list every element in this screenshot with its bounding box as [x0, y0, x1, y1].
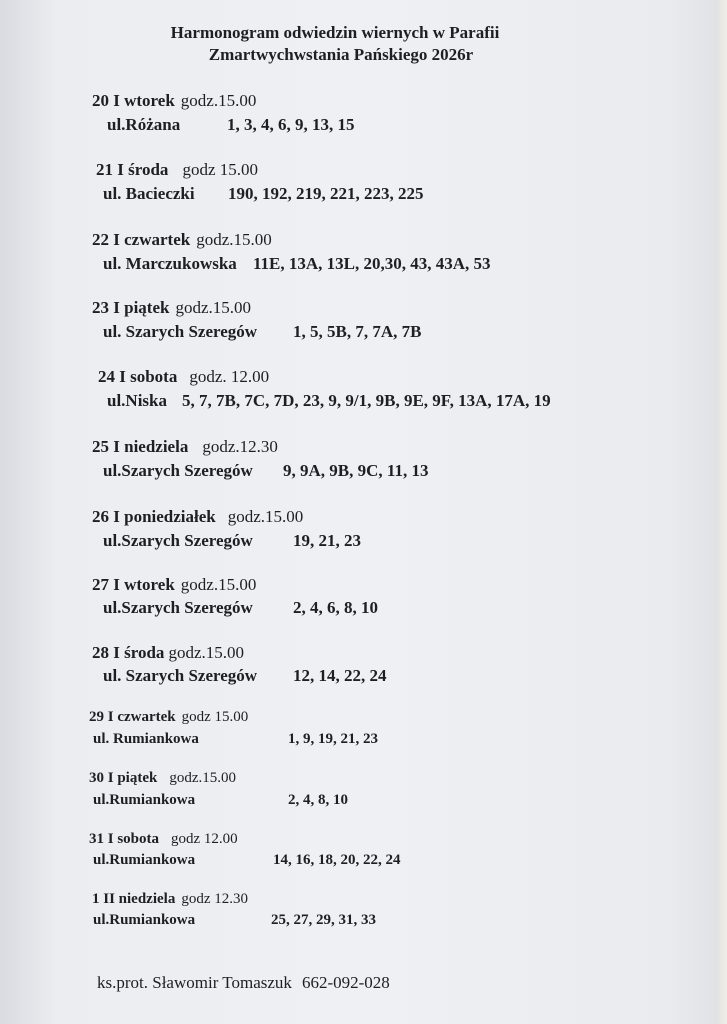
signature-footer — [97, 973, 390, 993]
entry-header — [89, 831, 238, 848]
entry-day: 30 I piątek — [89, 770, 158, 786]
entry-numbers: 2, 4, 6, 8, 10 — [293, 598, 378, 617]
entry-day: 1 II niedziela — [92, 891, 176, 907]
entry-street: ul. Bacieczki — [103, 184, 195, 203]
entry-street-line — [103, 254, 491, 274]
entry-time: godz.15.00 — [227, 507, 304, 526]
entry-header — [92, 643, 244, 663]
entry-time: godz.15.00 — [180, 91, 257, 110]
entry-street-line — [103, 531, 361, 551]
entry-street-line — [103, 666, 387, 686]
entry-numbers: 1, 5, 5B, 7, 7A, 7B — [293, 322, 422, 341]
entry-numbers: 190, 192, 219, 221, 223, 225 — [228, 184, 424, 203]
entry-street: ul. Szarych Szeregów — [103, 322, 258, 341]
priest-name: ks.prot. Sławomir Tomaszuk — [97, 973, 292, 992]
entry-numbers: 19, 21, 23 — [293, 531, 361, 550]
entry-time: godz.15.00 — [175, 298, 252, 317]
entry-street-line — [107, 115, 355, 135]
entry-day: 23 I piątek — [92, 298, 170, 317]
entry-day: 27 I wtorek — [92, 575, 175, 594]
entry-street-line — [107, 391, 551, 411]
entry-street-line — [103, 322, 422, 342]
entry-header — [89, 709, 248, 726]
entry-street-line — [93, 731, 378, 748]
document-title — [0, 22, 670, 66]
entry-day: 22 I czwartek — [92, 230, 191, 249]
entry-header — [92, 507, 303, 527]
entry-time: godz 15.00 — [181, 709, 249, 725]
title-line-1: Harmonogram odwiedzin wiernych w Parafii — [170, 23, 500, 42]
entry-numbers: 2, 4, 8, 10 — [288, 792, 348, 808]
entry-time: godz 12.30 — [181, 891, 249, 907]
entry-header — [92, 230, 272, 250]
entry-header — [92, 575, 256, 595]
entry-street-line — [103, 184, 424, 204]
entry-street-line — [93, 852, 401, 869]
entry-day: 31 I sobota — [89, 831, 160, 847]
entry-day: 21 I środa — [96, 160, 169, 179]
entry-time: godz.15.00 — [169, 770, 237, 786]
phone-number: 662-092-028 — [301, 973, 390, 992]
entry-street: ul.Niska — [107, 391, 167, 410]
entry-street: ul.Rumiankowa — [93, 792, 196, 808]
page-edge — [717, 0, 727, 1024]
entry-numbers: 5, 7, 7B, 7C, 7D, 23, 9, 9/1, 9B, 9E, 9F, 13A, 17A, 19 — [182, 391, 551, 410]
entry-street-line — [103, 461, 429, 481]
entry-header — [92, 891, 248, 908]
entry-header — [89, 770, 236, 787]
entry-time: godz.15.00 — [168, 643, 244, 662]
entry-header — [98, 367, 269, 387]
entry-header — [92, 91, 256, 111]
entry-day: 26 I poniedziałek — [92, 507, 216, 526]
entry-header — [92, 298, 251, 318]
entry-numbers: 12, 14, 22, 24 — [293, 666, 387, 685]
entry-numbers: 1, 3, 4, 6, 9, 13, 15 — [227, 115, 355, 134]
entry-time: godz 15.00 — [182, 160, 258, 179]
entry-header — [92, 437, 278, 457]
entry-day: 25 I niedziela — [92, 437, 189, 456]
entry-numbers: 11E, 13A, 13L, 20,30, 43, 43A, 53 — [253, 254, 491, 273]
entry-time: godz.15.00 — [180, 575, 257, 594]
entry-street: ul. Szarych Szeregów — [103, 666, 258, 685]
entry-time: godz.12.30 — [202, 437, 278, 456]
entry-day: 20 I wtorek — [92, 91, 175, 110]
entry-street: ul. Rumiankowa — [93, 731, 199, 747]
entry-street-line — [93, 792, 348, 809]
entry-time: godz 12.00 — [171, 831, 238, 847]
entry-numbers: 9, 9A, 9B, 9C, 11, 13 — [283, 461, 429, 480]
entry-street: ul. Marczukowska — [103, 254, 237, 273]
entry-street: ul.Szarych Szeregów — [103, 598, 253, 617]
entry-numbers: 1, 9, 19, 21, 23 — [288, 731, 378, 747]
entry-street: ul.Różana — [107, 115, 181, 134]
title-line-2: Zmartwychwstania Pańskiego 2026r — [208, 45, 474, 64]
entry-time: godz. 12.00 — [189, 367, 270, 386]
entry-street: ul.Rumiankowa — [93, 912, 196, 928]
entry-day: 24 I sobota — [98, 367, 178, 386]
entry-numbers: 14, 16, 18, 20, 22, 24 — [273, 852, 401, 868]
entry-numbers: 25, 27, 29, 31, 33 — [271, 912, 376, 928]
entry-street-line — [103, 598, 378, 618]
entry-header — [96, 160, 258, 180]
entry-street: ul.Rumiankowa — [93, 852, 196, 868]
entry-day: 28 I środa — [92, 643, 165, 662]
entry-street-line — [93, 912, 376, 929]
entry-street: ul.Szarych Szeregów — [103, 461, 253, 480]
entry-street: ul.Szarych Szeregów — [103, 531, 253, 550]
entry-time: godz.15.00 — [196, 230, 272, 249]
entry-day: 29 I czwartek — [89, 709, 176, 725]
